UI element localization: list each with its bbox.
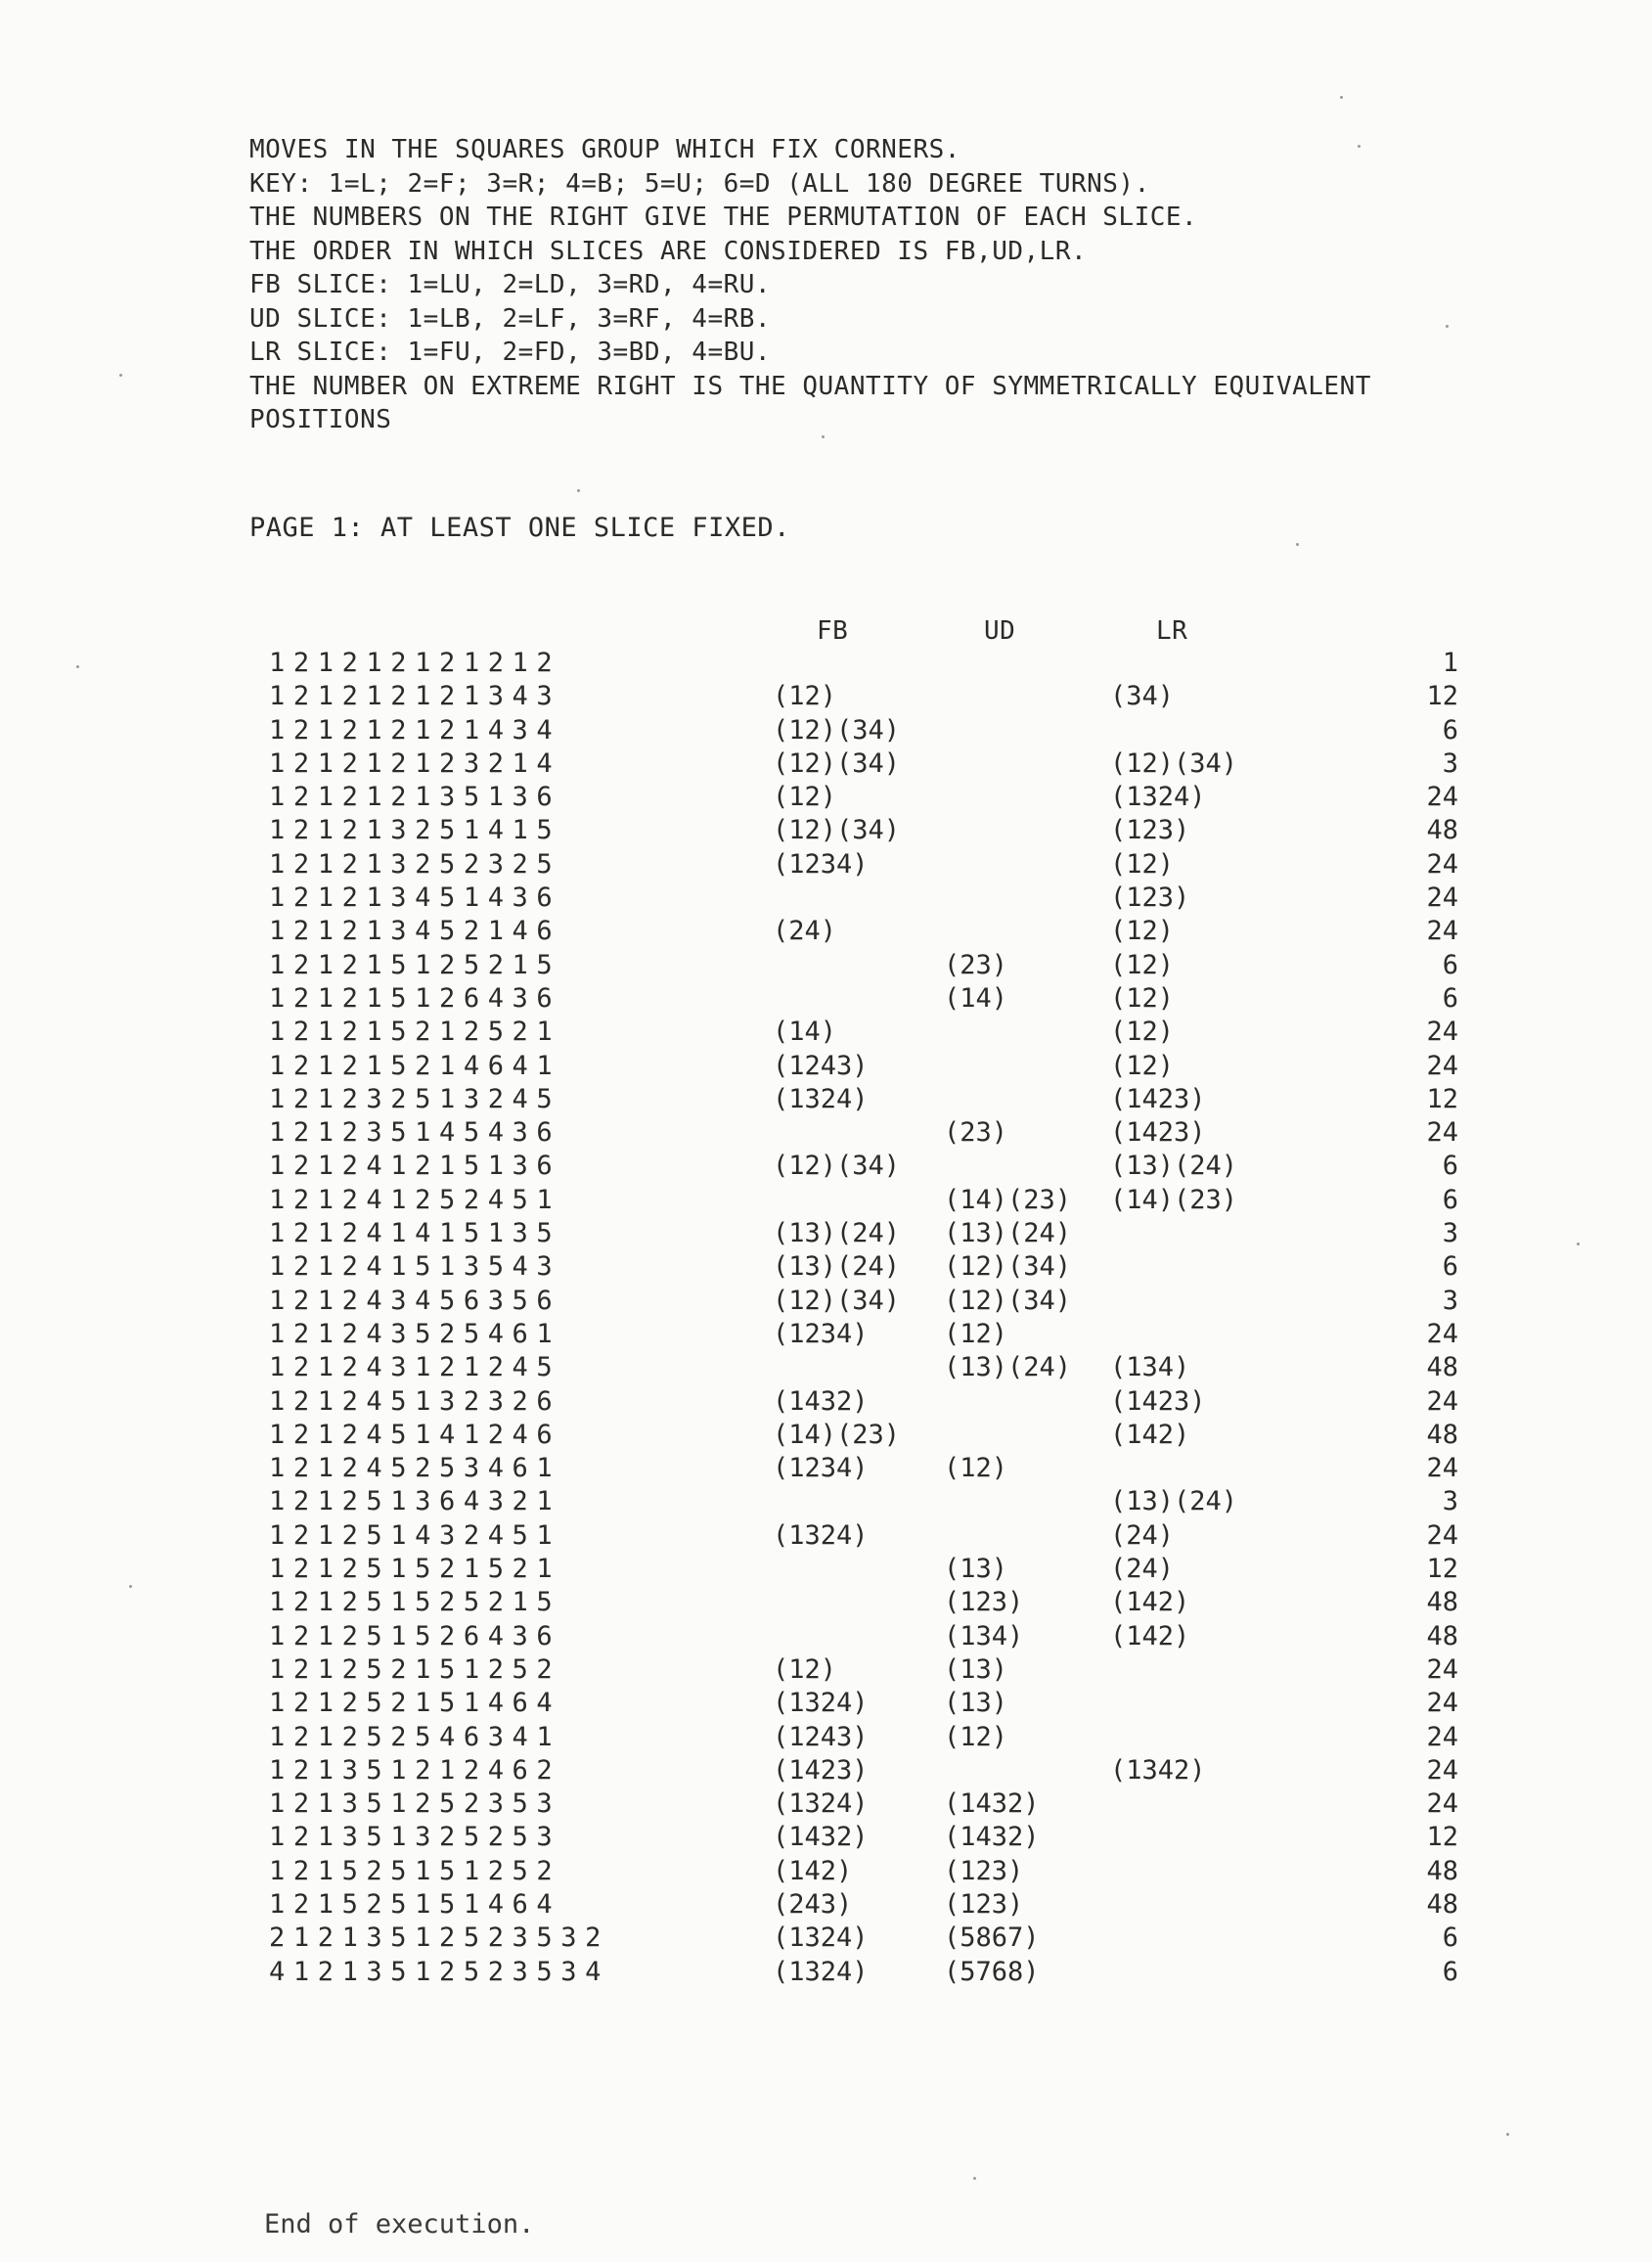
scan-speck (119, 374, 122, 377)
ud-permutation: (13)(24) (944, 1352, 1072, 1383)
header-line: POSITIONS (249, 405, 392, 434)
lr-permutation: (13)(24) (1110, 1151, 1238, 1182)
equivalent-count: 24 (1426, 882, 1458, 914)
fb-permutation: (1234) (773, 848, 869, 880)
table-row (0, 1687, 1652, 1720)
move-sequence: 121252151464 (269, 1688, 561, 1719)
table-row (0, 814, 1652, 847)
move-sequence: 121351212462 (269, 1754, 561, 1786)
ud-permutation: (14)(23) (944, 1184, 1072, 1215)
lr-permutation: (123) (1110, 882, 1190, 914)
move-sequence: 121251525215 (269, 1587, 561, 1618)
equivalent-count: 3 (1442, 1218, 1458, 1249)
table-row (0, 1721, 1652, 1754)
move-sequence: 121525151464 (269, 1888, 561, 1920)
equivalent-count: 6 (1442, 714, 1458, 746)
equivalent-count: 48 (1426, 1855, 1458, 1886)
header-block (249, 133, 1521, 437)
column-header-fb: FB (817, 616, 849, 646)
table-row (0, 1184, 1652, 1217)
table-row (0, 1620, 1652, 1653)
move-sequence: 121215126436 (269, 982, 561, 1014)
move-sequence: 121235145436 (269, 1117, 561, 1149)
move-sequence: 121252151252 (269, 1653, 561, 1685)
equivalent-count: 48 (1426, 815, 1458, 846)
fb-permutation: (12) (773, 782, 837, 813)
lr-permutation: (14)(23) (1110, 1184, 1238, 1215)
header-line: LR SLICE: 1=FU, 2=FD, 3=BD, 4=BU. (249, 338, 772, 367)
equivalent-count: 24 (1426, 1754, 1458, 1786)
equivalent-count: 1 (1442, 648, 1458, 678)
table-row (0, 1351, 1652, 1384)
table-row (0, 647, 1652, 680)
table-row (0, 1217, 1652, 1250)
equivalent-count: 24 (1426, 1453, 1458, 1484)
move-sequence: 121251526436 (269, 1620, 561, 1651)
lr-permutation: (1423) (1110, 1117, 1206, 1149)
table-row (0, 1586, 1652, 1619)
table-row (0, 1922, 1652, 1955)
ud-permutation: (12) (944, 1453, 1008, 1484)
ud-permutation: (13) (944, 1688, 1008, 1719)
ud-permutation: (12)(34) (944, 1285, 1072, 1316)
table-row (0, 1485, 1652, 1518)
scan-speck (1446, 325, 1449, 328)
move-sequence: 121212121434 (269, 714, 561, 746)
table-row (0, 1318, 1652, 1351)
lr-permutation: (12)(34) (1110, 747, 1238, 779)
fb-permutation: (1432) (773, 1822, 869, 1853)
equivalent-count: 24 (1426, 1117, 1458, 1149)
table-row (0, 680, 1652, 713)
scan-speck (1358, 145, 1361, 148)
equivalent-count: 12 (1426, 681, 1458, 712)
table-row (0, 1116, 1652, 1150)
equivalent-count: 24 (1426, 1653, 1458, 1685)
ud-permutation: (12)(34) (944, 1251, 1072, 1283)
move-sequence: 121212121343 (269, 681, 561, 712)
fb-permutation: (1324) (773, 1923, 869, 1954)
lr-permutation: (12) (1110, 949, 1175, 980)
fb-permutation: (1243) (773, 1050, 869, 1081)
table-row (0, 1754, 1652, 1787)
scan-speck (577, 489, 580, 492)
fb-permutation: (12) (773, 1653, 837, 1685)
move-sequence: 121213252325 (269, 848, 561, 880)
equivalent-count: 48 (1426, 1888, 1458, 1920)
fb-permutation: (12) (773, 681, 837, 712)
fb-permutation: (12)(34) (773, 815, 901, 846)
move-sequence: 121251364321 (269, 1486, 561, 1517)
lr-permutation: (134) (1110, 1352, 1190, 1383)
equivalent-count: 3 (1442, 1486, 1458, 1517)
move-sequence: 121245141246 (269, 1419, 561, 1450)
equivalent-count: 6 (1442, 1251, 1458, 1283)
lr-permutation: (1342) (1110, 1754, 1206, 1786)
move-sequence: 121252546341 (269, 1721, 561, 1752)
equivalent-count: 24 (1426, 782, 1458, 813)
table-row (0, 1150, 1652, 1183)
header-line: FB SLICE: 1=LU, 2=LD, 3=RD, 4=RU. (249, 270, 772, 299)
lr-permutation: (1423) (1110, 1385, 1206, 1417)
ud-permutation: (5768) (944, 1956, 1040, 1987)
move-sequence: 121245253461 (269, 1453, 561, 1484)
move-sequence: 121241513543 (269, 1251, 561, 1283)
equivalent-count: 12 (1426, 1083, 1458, 1114)
equivalent-count: 3 (1442, 747, 1458, 779)
fb-permutation: (1324) (773, 1688, 869, 1719)
lr-permutation: (142) (1110, 1419, 1190, 1450)
move-sequence: 121241252451 (269, 1184, 561, 1215)
equivalent-count: 6 (1442, 1956, 1458, 1987)
lr-permutation: (24) (1110, 1519, 1175, 1551)
scan-speck (1506, 2133, 1509, 2136)
equivalent-count: 24 (1426, 1688, 1458, 1719)
equivalent-count: 24 (1426, 1017, 1458, 1048)
equivalent-count: 48 (1426, 1620, 1458, 1651)
fb-permutation: (142) (773, 1855, 853, 1886)
equivalent-count: 24 (1426, 1519, 1458, 1551)
equivalent-count: 3 (1442, 1285, 1458, 1316)
move-sequence: 121212121212 (269, 648, 561, 678)
move-sequence: 121213452146 (269, 916, 561, 947)
column-header-lr: LR (1156, 616, 1188, 646)
table-row (0, 1083, 1652, 1116)
lr-permutation: (12) (1110, 1050, 1175, 1081)
ud-permutation: (123) (944, 1587, 1024, 1618)
move-sequence: 121212135136 (269, 782, 561, 813)
equivalent-count: 24 (1426, 916, 1458, 947)
move-sequence: 21213512523532 (269, 1923, 609, 1954)
fb-permutation: (1324) (773, 1519, 869, 1551)
move-sequence: 121525151252 (269, 1855, 561, 1886)
fb-permutation: (13)(24) (773, 1251, 901, 1283)
ud-permutation: (1432) (944, 1822, 1040, 1853)
ud-permutation: (23) (944, 949, 1008, 980)
table-row (0, 1385, 1652, 1419)
ud-permutation: (5867) (944, 1923, 1040, 1954)
table-row (0, 781, 1652, 814)
scan-speck (1577, 1243, 1580, 1245)
fb-permutation: (13)(24) (773, 1218, 901, 1249)
fb-permutation: (14)(23) (773, 1419, 901, 1450)
equivalent-count: 24 (1426, 1318, 1458, 1349)
equivalent-count: 6 (1442, 1151, 1458, 1182)
table-row (0, 1956, 1652, 1989)
move-sequence: 121243456356 (269, 1285, 561, 1316)
table-row (0, 1519, 1652, 1553)
equivalent-count: 6 (1442, 982, 1458, 1014)
equivalent-count: 24 (1426, 1788, 1458, 1820)
move-sequence: 121213451436 (269, 882, 561, 914)
move-sequence: 121241415135 (269, 1218, 561, 1249)
lr-permutation: (142) (1110, 1620, 1190, 1651)
header-line: MOVES IN THE SQUARES GROUP WHICH FIX CORNERS. (249, 135, 960, 164)
move-sequence: 121243525461 (269, 1318, 561, 1349)
lr-permutation: (12) (1110, 982, 1175, 1014)
table-row (0, 1250, 1652, 1284)
header-line: KEY: 1=L; 2=F; 3=R; 4=B; 5=U; 6=D (ALL 180 DEGREE TURNS). (249, 168, 1150, 199)
equivalent-count: 24 (1426, 1050, 1458, 1081)
header-line: THE ORDER IN WHICH SLICES ARE CONSIDERED IS FB,UD,LR. (249, 236, 1088, 266)
fb-permutation: (14) (773, 1017, 837, 1048)
equivalent-count: 48 (1426, 1587, 1458, 1618)
move-sequence: 121243121245 (269, 1352, 561, 1383)
ud-permutation: (14) (944, 982, 1008, 1014)
permutation-table (0, 647, 1652, 1989)
fb-permutation: (1234) (773, 1453, 869, 1484)
fb-permutation: (1324) (773, 1083, 869, 1114)
fb-permutation: (12)(34) (773, 1285, 901, 1316)
equivalent-count: 24 (1426, 1385, 1458, 1417)
move-sequence: 121251432451 (269, 1519, 561, 1551)
ud-permutation: (1432) (944, 1788, 1040, 1820)
table-row (0, 1050, 1652, 1083)
lr-permutation: (12) (1110, 916, 1175, 947)
table-row (0, 915, 1652, 948)
scan-speck (973, 2177, 976, 2180)
table-row (0, 848, 1652, 882)
ud-permutation: (13)(24) (944, 1218, 1072, 1249)
ud-permutation: (12) (944, 1318, 1008, 1349)
move-sequence: 121213251415 (269, 815, 561, 846)
fb-permutation: (1243) (773, 1721, 869, 1752)
ud-permutation: (134) (944, 1620, 1024, 1651)
ud-permutation: (123) (944, 1855, 1024, 1886)
ud-permutation: (123) (944, 1888, 1024, 1920)
scan-speck (1296, 543, 1299, 546)
fb-permutation: (1432) (773, 1385, 869, 1417)
move-sequence: 121251521521 (269, 1554, 561, 1585)
header-line: THE NUMBERS ON THE RIGHT GIVE THE PERMUTATION OF EACH SLICE. (249, 203, 1198, 232)
table-row (0, 982, 1652, 1016)
lr-permutation: (34) (1110, 681, 1175, 712)
scan-speck (76, 665, 79, 668)
page-title: PAGE 1: AT LEAST ONE SLICE FIXED. (249, 513, 790, 543)
fb-permutation: (12)(34) (773, 747, 901, 779)
column-header-ud: UD (984, 616, 1016, 646)
move-sequence: 121241215136 (269, 1151, 561, 1182)
header-line: UD SLICE: 1=LB, 2=LF, 3=RF, 4=RB. (249, 303, 772, 334)
table-row (0, 747, 1652, 781)
ud-permutation: (12) (944, 1721, 1008, 1752)
move-sequence: 121215125215 (269, 949, 561, 980)
lr-permutation: (24) (1110, 1554, 1175, 1585)
equivalent-count: 48 (1426, 1352, 1458, 1383)
equivalent-count: 6 (1442, 949, 1458, 980)
equivalent-count: 24 (1426, 848, 1458, 880)
lr-permutation: (13)(24) (1110, 1486, 1238, 1517)
fb-permutation: (243) (773, 1888, 853, 1920)
equivalent-count: 6 (1442, 1184, 1458, 1215)
equivalent-count: 12 (1426, 1822, 1458, 1853)
move-sequence: 121232513245 (269, 1083, 561, 1114)
table-row (0, 1888, 1652, 1922)
equivalent-count: 12 (1426, 1554, 1458, 1585)
move-sequence: 121215212521 (269, 1017, 561, 1048)
table-row (0, 1419, 1652, 1452)
scan-speck (1340, 96, 1343, 99)
move-sequence: 121351252353 (269, 1788, 561, 1820)
move-sequence: 121215214641 (269, 1050, 561, 1081)
table-row (0, 1452, 1652, 1485)
move-sequence: 41213512523534 (269, 1956, 609, 1987)
move-sequence: 121212123214 (269, 747, 561, 779)
equivalent-count: 48 (1426, 1419, 1458, 1450)
fb-permutation: (1423) (773, 1754, 869, 1786)
equivalent-count: 24 (1426, 1721, 1458, 1752)
table-row (0, 1821, 1652, 1854)
table-row (0, 882, 1652, 915)
table-row (0, 1553, 1652, 1586)
equivalent-count: 6 (1442, 1923, 1458, 1954)
move-sequence: 121245132326 (269, 1385, 561, 1417)
lr-permutation: (123) (1110, 815, 1190, 846)
lr-permutation: (142) (1110, 1587, 1190, 1618)
table-row (0, 714, 1652, 747)
lr-permutation: (1423) (1110, 1083, 1206, 1114)
footer-text: End of execution. (264, 2209, 535, 2239)
lr-permutation: (12) (1110, 1017, 1175, 1048)
table-row (0, 949, 1652, 982)
fb-permutation: (24) (773, 916, 837, 947)
lr-permutation: (12) (1110, 848, 1175, 880)
scan-speck (822, 435, 825, 438)
table-row (0, 1285, 1652, 1318)
ud-permutation: (23) (944, 1117, 1008, 1149)
ud-permutation: (13) (944, 1554, 1008, 1585)
lr-permutation: (1324) (1110, 782, 1206, 813)
table-row (0, 1855, 1652, 1888)
fb-permutation: (12)(34) (773, 714, 901, 746)
ud-permutation: (13) (944, 1653, 1008, 1685)
fb-permutation: (1324) (773, 1788, 869, 1820)
move-sequence: 121351325253 (269, 1822, 561, 1853)
table-row (0, 1016, 1652, 1049)
fb-permutation: (1234) (773, 1318, 869, 1349)
scan-speck (129, 1585, 132, 1588)
header-line: THE NUMBER ON EXTREME RIGHT IS THE QUANTITY OF SYMMETRICALLY EQUIVALENT (249, 371, 1371, 401)
table-row (0, 1653, 1652, 1687)
fb-permutation: (1324) (773, 1956, 869, 1987)
table-row (0, 1787, 1652, 1821)
fb-permutation: (12)(34) (773, 1151, 901, 1182)
